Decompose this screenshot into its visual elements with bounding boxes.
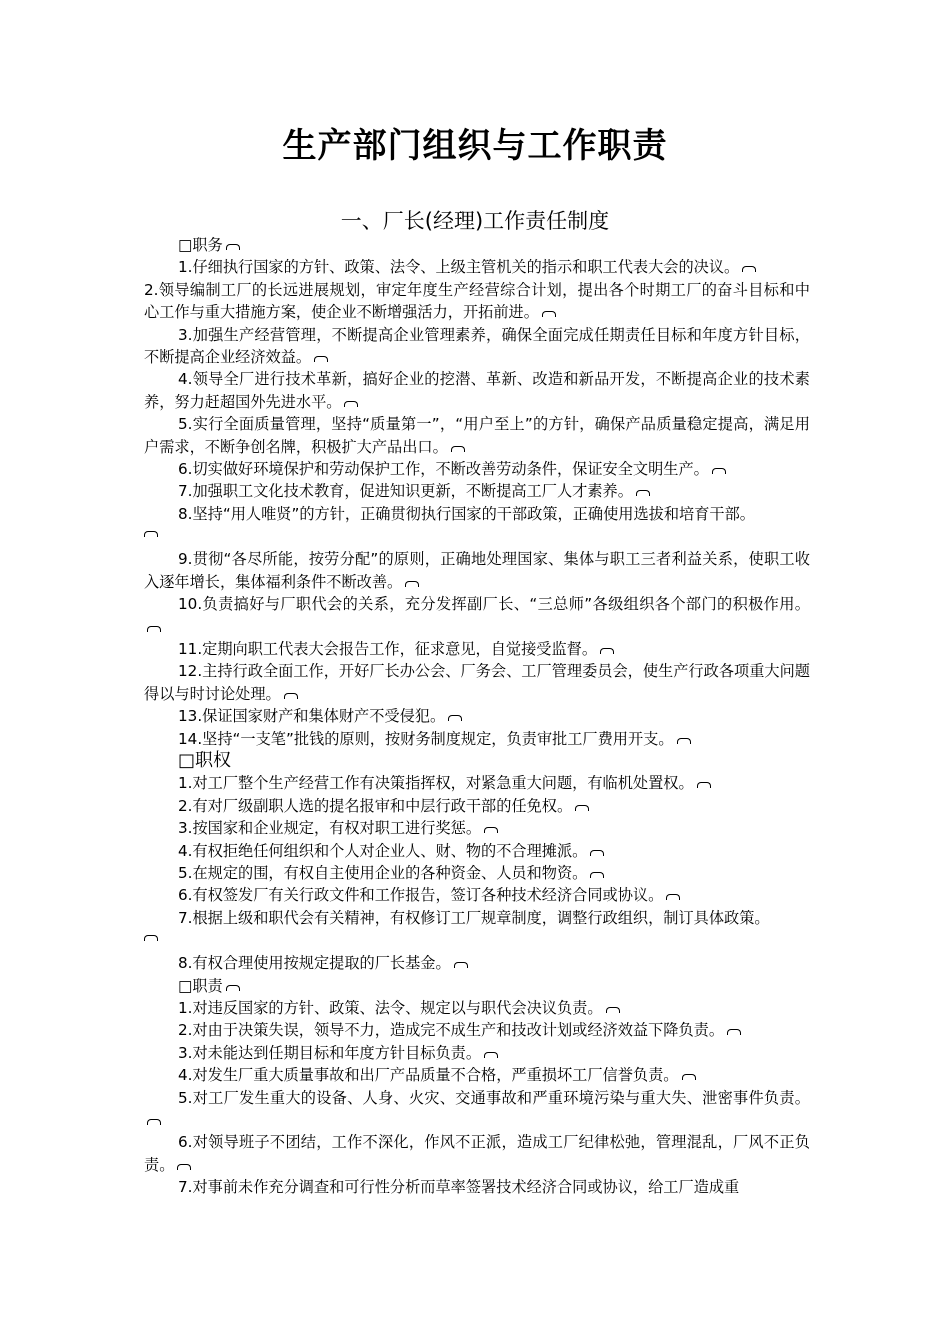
paragraph-text: 6.有权签发厂有关行政文件和工作报告，签订各种技术经济合同或协议。: [178, 886, 664, 905]
paragraph-mark-icon: [677, 738, 691, 744]
paragraph: [144, 795, 810, 817]
paragraph-mark-icon: [226, 244, 240, 250]
paragraph: [144, 840, 810, 862]
paragraph: [144, 907, 810, 941]
paragraph-text: □职权: [178, 749, 232, 771]
paragraph: [144, 1087, 810, 1132]
paragraph-text: 6.切实做好环境保护和劳动保护工作，不断改善劳动条件，保证安全文明生产。: [178, 460, 709, 479]
paragraph-mark-icon: [147, 1119, 161, 1125]
paragraph: [144, 368, 810, 413]
paragraph: [144, 458, 810, 480]
paragraph-text: 13.保证国家财产和集体财产不受侵犯。: [178, 707, 446, 726]
paragraph: [144, 503, 810, 537]
paragraph-mark-icon: [484, 1052, 498, 1058]
paragraph-text: 8.有权合理使用按规定提取的厂长基金。: [178, 954, 451, 973]
paragraph: [144, 1176, 810, 1198]
section-heading: [144, 975, 810, 997]
paragraph-text: □职务: [178, 236, 223, 254]
paragraph-text: 4.领导全厂进行技术革新，搞好企业的挖潜、革新、改造和新品开发，不断提高企业的技术素养，努力赶超国外先进水平。: [144, 370, 810, 411]
section-heading: [144, 234, 810, 256]
paragraph-mark-icon: [177, 1164, 191, 1170]
paragraph-mark-icon: [742, 266, 756, 272]
paragraph-mark-icon: [448, 715, 462, 721]
paragraph-text: 5.实行全面质量管理，坚持“质量第一”，“用户至上”的方针，确保产品质量稳定提高，满足用户需求，不断争创名牌，积极扩大产品出口。: [144, 415, 810, 456]
paragraph-mark-icon: [147, 626, 161, 632]
paragraph-mark-icon: [590, 872, 604, 878]
paragraph: [144, 952, 810, 974]
paragraph: [144, 997, 810, 1019]
paragraph: [144, 256, 810, 278]
paragraph-mark-icon: [226, 985, 240, 991]
paragraph-text: □职责: [178, 976, 223, 995]
paragraph: [144, 638, 810, 660]
paragraph: [144, 728, 810, 750]
paragraph-mark-icon: [636, 490, 650, 496]
paragraph-text: 1.对工厂整个生产经营工作有决策指挥权，对紧急重大问题，有临机处置权。: [178, 774, 694, 793]
paragraph: [144, 884, 810, 906]
paragraph: [144, 1042, 810, 1064]
section-title: 一、厂长(经理)工作责任制度: [340, 209, 610, 233]
paragraph-mark-icon: [484, 827, 498, 833]
paragraph: [144, 324, 810, 369]
paragraph: [144, 413, 810, 458]
paragraph-mark-icon: [682, 1074, 696, 1080]
paragraph-mark-icon: [144, 531, 158, 537]
paragraph-mark-icon: [727, 1029, 741, 1035]
paragraph-mark-icon: [144, 935, 158, 941]
paragraph-text: 12.主持行政全面工作，开好厂长办公会、厂务会、工厂管理委员会，使生产行政各项重大问题得以与时讨论处理。: [144, 662, 810, 703]
paragraph-text: 4.对发生厂重大质量事故和出厂产品质量不合格，严重损坏工厂信誉负责。: [178, 1066, 679, 1085]
paragraph-mark-icon: [542, 311, 556, 317]
paragraph-text: 2.有对厂级副职人选的提名报审和中层行政干部的任免权。: [178, 796, 573, 815]
paragraph-text: 8.坚持“用人唯贤”的方针，正确贯彻执行国家的干部政策，正确使用选拔和培育干部。: [178, 504, 755, 523]
paragraph: [144, 1019, 810, 1041]
paragraph: [144, 660, 810, 705]
paragraph-text: 1.对违反国家的方针、政策、法令、规定以与职代会决议负责。: [178, 999, 603, 1017]
paragraph-text: 3.按国家和企业规定，有权对职工进行奖惩。: [178, 819, 482, 838]
paragraph: [144, 593, 810, 638]
paragraph: [144, 1131, 810, 1176]
paragraph-text: 4.有权拒绝任何组织和个人对企业人、财、物的不合理摊派。: [178, 841, 588, 860]
paragraph-mark-icon: [454, 962, 468, 968]
paragraph-mark-icon: [451, 446, 465, 452]
paragraph-text: 6.对领导班子不团结，工作不深化，作风不正派，造成工厂纪律松弛，管理混乱，厂风不正负责。: [144, 1133, 810, 1174]
paragraph-text: 7.对事前未作充分调查和可行性分析而草率签署技术经济合同或协议，给工厂造成重: [178, 1178, 740, 1197]
paragraph: [144, 279, 810, 324]
paragraph-text: 3.加强生产经营管理，不断提高企业管理素养，确保全面完成任期责任目标和年度方针目标，不断提高企业经济效益。: [144, 325, 810, 367]
paragraph-text: 1.仔细执行国家的方针、政策、法令、上级主管机关的指示和职工代表大会的决议。: [178, 258, 740, 277]
paragraph-text: 5.在规定的围，有权自主使用企业的各种资金、人员和物资。: [178, 863, 588, 882]
paragraph-text: 2.对由于决策失误，领导不力，造成完不成生产和技改计划或经济效益下降负责。: [178, 1021, 725, 1040]
document-title: 生产部门组织与工作职责: [282, 126, 668, 166]
paragraph-text: 14.坚持“一支笔”批钱的原则，按财务制度规定，负责审批工厂费用开支。: [178, 729, 674, 748]
paragraph-mark-icon: [575, 805, 589, 811]
paragraph-mark-icon: [600, 648, 614, 654]
paragraph: [144, 862, 810, 884]
paragraph-text: 7.根据上级和职代会有关精神，有权修订工厂规章制度，调整行政组织，制订具体政策。: [178, 908, 770, 927]
paragraph: [144, 480, 810, 502]
paragraph-mark-icon: [712, 468, 726, 474]
paragraph-mark-icon: [405, 581, 419, 587]
paragraph-text: 10.负责搞好与厂职代会的关系，充分发挥副厂长、“三总师”各级组织各个部门的积极作用。: [178, 595, 810, 614]
paragraph-mark-icon: [666, 894, 680, 900]
paragraph-text: 3.对未能达到任期目标和年度方针目标负责。: [178, 1043, 482, 1062]
paragraph-mark-icon: [314, 356, 328, 362]
section-heading: [144, 750, 810, 772]
paragraph-text: 11.定期向职工代表大会报告工作，征求意见，自觉接受监督。: [178, 639, 598, 658]
paragraph: [144, 1064, 810, 1086]
paragraph: [144, 817, 810, 839]
document-body: [144, 234, 810, 1199]
paragraph-mark-icon: [606, 1007, 620, 1013]
paragraph-text: 5.对工厂发生重大的设备、人身、火灾、交通事故和严重环境污染与重大失、泄密事件负责。: [178, 1088, 810, 1107]
paragraph-text: 9.贯彻“各尽所能，按劳分配”的原则，正确地处理国家、集体与职工三者利益关系，使职工收入逐年增长，集体福利条件不断改善。: [144, 550, 810, 591]
paragraph-mark-icon: [284, 693, 298, 699]
paragraph-text: 2.领导编制工厂的长远进展规划，审定年度生产经营综合计划，提出各个时期工厂的奋斗目标和中心工作与重大措施方案，使企业不断增强活力，开拓前进。: [144, 280, 810, 322]
paragraph-mark-icon: [590, 850, 604, 856]
paragraph: [144, 772, 810, 794]
paragraph-mark-icon: [344, 401, 358, 407]
paragraph: [144, 705, 810, 727]
paragraph-text: 7.加强职工文化技术教育，促进知识更新，不断提高工厂人才素养。: [178, 482, 633, 501]
paragraph: [144, 548, 810, 593]
paragraph-mark-icon: [697, 782, 711, 788]
